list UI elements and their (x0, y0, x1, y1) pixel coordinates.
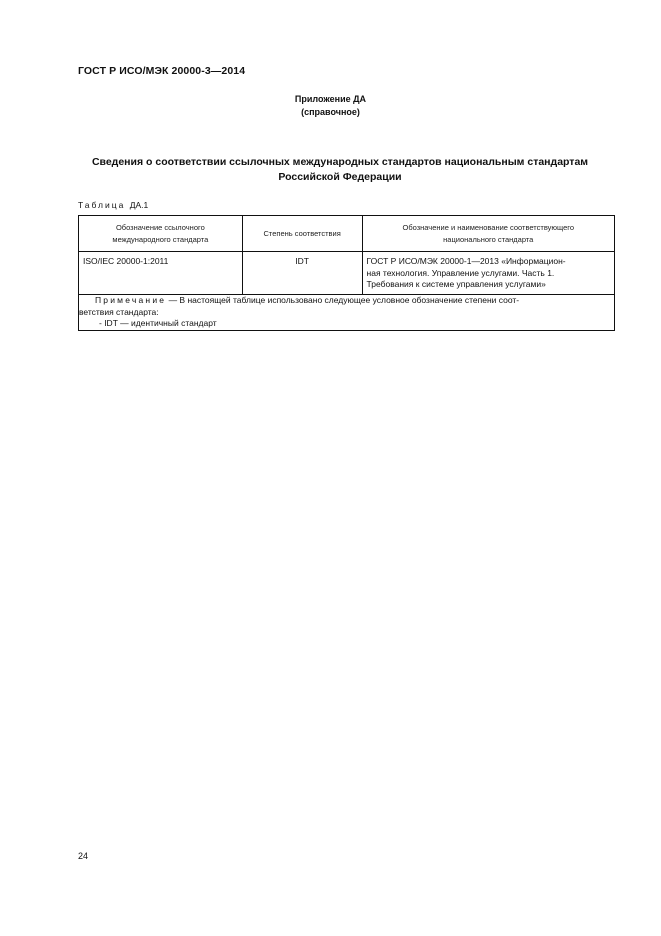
appendix-type: (справочное) (301, 107, 360, 117)
table-caption-prefix: Таблица (78, 200, 126, 210)
document-header: ГОСТ Р ИСО/МЭК 20000-3—2014 (78, 65, 246, 77)
cell-international-standard: ISO/IEC 20000-1:2011 (79, 252, 243, 295)
header-national-line1: Обозначение и наименование соответствующего (402, 222, 575, 232)
header-degree (242, 216, 362, 252)
table-caption-id: ДА.1 (129, 200, 149, 210)
cell-national-line1: ГОСТ Р ИСО/МЭК 20000-1—2013 «Информацион- (366, 256, 566, 266)
header-international-line2: международного стандарта (112, 234, 209, 244)
note-item: - IDT — идентичный стандарт (99, 318, 217, 328)
table-caption (78, 200, 148, 210)
cell-national-line2: ная технология. Управление услугами. Часть 1. (366, 267, 555, 278)
cell-degree: IDT (242, 252, 362, 295)
header-national-standard (362, 216, 614, 252)
section-heading-line1: Сведения о соответствии ссылочных международных стандартов национальным стандартам (91, 156, 589, 168)
header-national-line2: национального стандарта (443, 234, 534, 244)
appendix-title: Приложение ДА (294, 94, 367, 104)
cell-national-standard (362, 252, 614, 295)
section-heading-line2: Российской Федерации (278, 171, 402, 183)
section-heading (70, 155, 610, 185)
header-international-standard (79, 216, 243, 252)
table-header-row (79, 216, 615, 252)
header-international-line1: Обозначение ссылочного (115, 222, 205, 232)
note-text-line1: — В настоящей таблице использовано следующее условное обозначение степени соот- (166, 295, 520, 305)
table-row (79, 252, 615, 295)
header-degree-line1: Степень соответствия (263, 228, 341, 238)
cell-national-line3: Требования к системе управления услугами» (366, 279, 546, 289)
table-note-row (79, 295, 615, 331)
note-text-line2: ветствия стандарта: (79, 306, 159, 317)
note-line1 (79, 295, 614, 307)
reference-table (78, 215, 615, 331)
page-number: 24 (78, 851, 89, 861)
note-label: Примечание (95, 295, 167, 305)
table-note (79, 295, 615, 331)
